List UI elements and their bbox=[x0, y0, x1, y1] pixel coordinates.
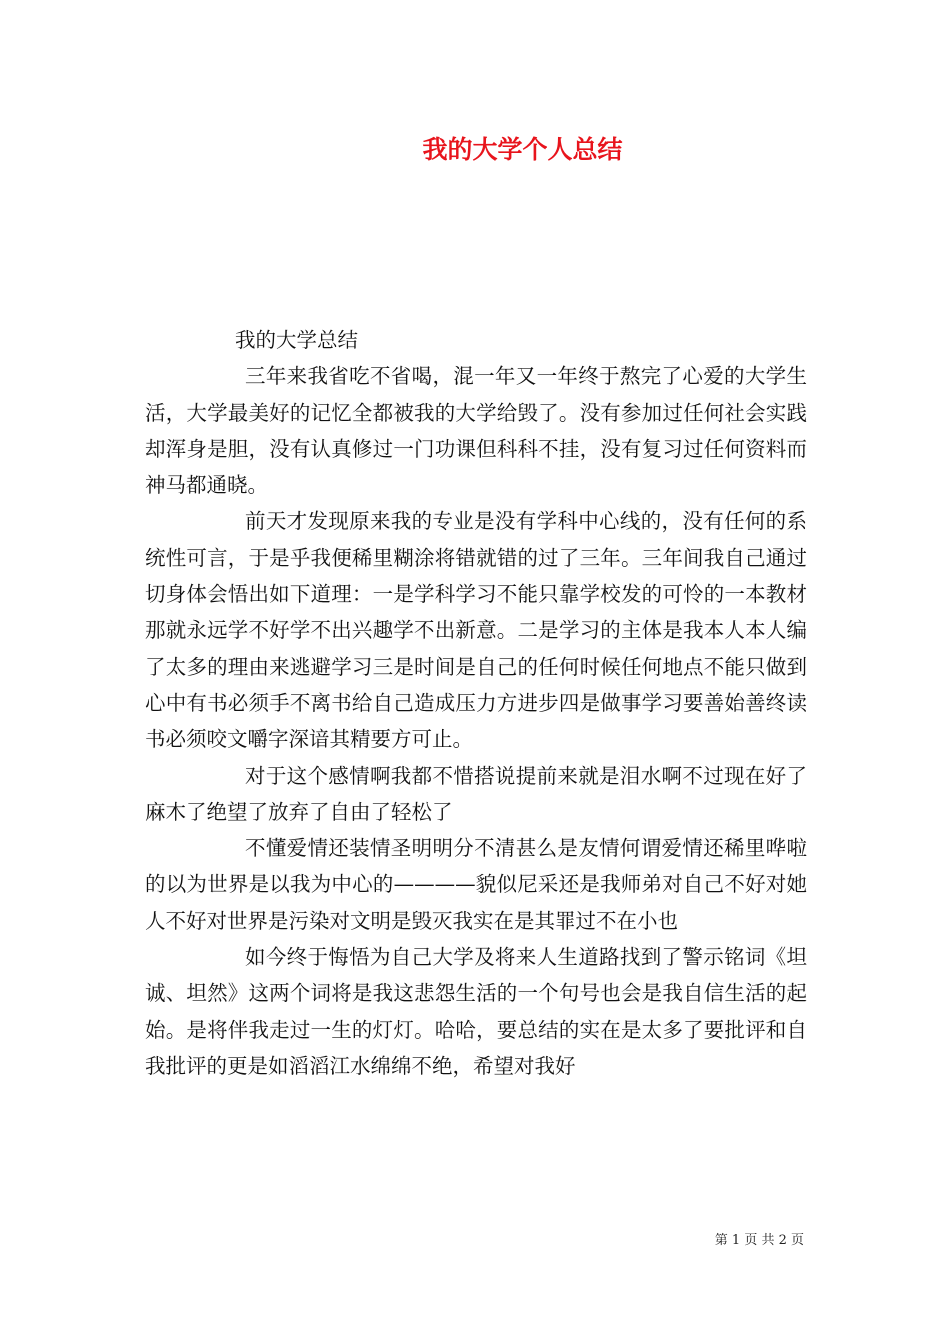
page-indicator: 第 1 页 共 2 页 bbox=[714, 1233, 804, 1248]
paragraph-4: 不懂爱情还装情圣明明分不清甚么是友情何谓爱情还稀里哗啦的以为世界是以我为中心的————貌似尼采还是我师弟对自己不好对她人不好对世界是污染对文明是毁灭我实在是其罪过不在小也 bbox=[145, 836, 807, 933]
document-title: 我的大学个人总结 bbox=[422, 135, 623, 164]
paragraph-5: 如今终于悔悟为自己大学及将来人生道路找到了警示铭词《坦诚、坦然》这两个词将是我这悲怨生活的一个句号也会是我自信生活的起始。是将伴我走过一生的灯灯。哈哈，要总结的实在是太多了要批评和自我批评的更是如滔滔江水绵绵不绝，希望对我好 bbox=[145, 945, 807, 1078]
paragraph-1: 三年来我省吃不省喝，混一年又一年终于熬完了心爱的大学生活，大学最美好的记忆全都被我的大学给毁了。没有参加过任何社会实践却浑身是胆，没有认真修过一门功课但科科不挂，没有复习过任何资料而神马都通晓。 bbox=[145, 364, 807, 498]
section-heading: 我的大学总结 bbox=[235, 328, 358, 352]
paragraph-2: 前天才发现原来我的专业是没有学科中心线的，没有任何的系统性可言，于是乎我便稀里糊涂将错就错的过了三年。三年间我自己通过切身体会悟出如下道理：一是学科学习不能只靠学校发的可怜的一本教材那就永远学不好学不出兴趣学不出新意。二是学习的主体是我本人本人编了太多的理由来逃避学习三是时间是自己的任何时候任何地点不能只做到心中有书必须手不离书给自己造成压力方进步四是做事学习要善始善终读书必须咬文嚼字深谙其精要方可止。 bbox=[145, 509, 807, 752]
document-body bbox=[145, 322, 807, 1084]
paragraph-3: 对于这个感情啊我都不惜搭说提前来就是泪水啊不过现在好了麻木了绝望了放弃了自由了轻松了 bbox=[145, 763, 807, 824]
